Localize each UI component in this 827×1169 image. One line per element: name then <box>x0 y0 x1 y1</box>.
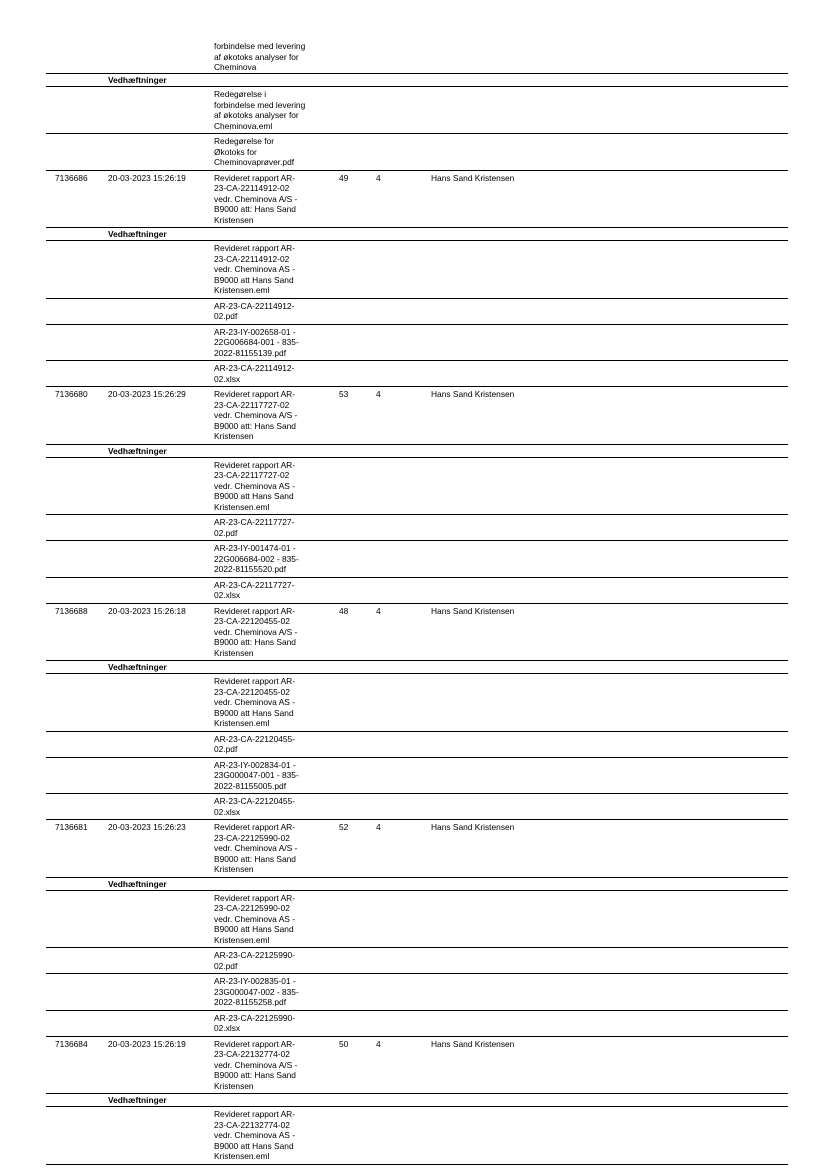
attachment-filename-line: Kristensen.eml <box>214 501 270 512</box>
attachment-filename-line: Redegørelse i <box>214 89 267 99</box>
attachment-filename-line: 02.xlsx <box>214 590 241 600</box>
record-subject-line: B9000 att: Hans Sand <box>214 1070 296 1080</box>
attachment-row <box>46 1011 788 1037</box>
record-subject-line: Revideret rapport AR- <box>214 1038 295 1049</box>
attachment-filename-line: 23-CA-22120455-02 <box>214 686 290 697</box>
record-count-2: 4 <box>376 172 381 183</box>
attachment-filename-line: AR-23-CA-22125990- <box>214 950 296 960</box>
record-subject-line: Revideret rapport AR- <box>214 605 295 616</box>
record-recipient: Hans Sand Kristensen <box>431 605 515 616</box>
record-subject <box>214 1039 297 1092</box>
record-subject-line: vedr. Cheminova A/S - <box>214 193 298 204</box>
attachment-filename-line: 2022-81155005.pdf <box>214 780 287 791</box>
record-subject-line: Kristensen <box>214 1080 254 1091</box>
message-log-table <box>46 0 788 1169</box>
attachment-filename <box>214 1013 295 1034</box>
attachment-filename-line: AR-23-CA-22125990- <box>214 1012 296 1023</box>
record-subject-line: Kristensen <box>214 214 254 225</box>
attachment-filename-line: 23-CA-22114912-02 <box>214 253 290 264</box>
record-recipient: Hans Sand Kristensen <box>431 1038 515 1049</box>
attachment-filename-line: 02.xlsx <box>214 1023 241 1033</box>
attachment-row <box>46 948 788 974</box>
attachment-filename-line: Kristensen.eml <box>214 718 270 728</box>
record-id: 7136681 <box>55 822 88 832</box>
record-id: 7136688 <box>55 605 88 616</box>
record-subject-line: vedr. Cheminova A/S - <box>214 1059 298 1070</box>
record-date: 20-03-2023 15:26:19 <box>108 1038 186 1049</box>
record-id: 7136680 <box>55 389 88 399</box>
attachment-filename-line: af økotoks analyser for <box>214 110 299 120</box>
attachment-filename-line: B9000 att Hans Sand <box>214 491 294 501</box>
record-recipient: Hans Sand Kristensen <box>431 389 515 399</box>
attachment-filename-line: vedr. Cheminova AS - <box>214 913 295 924</box>
record-subject-line: B9000 att: Hans Sand <box>214 853 296 864</box>
record-date: 20-03-2023 15:26:23 <box>108 822 186 832</box>
attachment-filename <box>214 301 294 322</box>
attachment-filename <box>214 1109 295 1162</box>
attachment-filename-line: Cheminova.eml <box>214 120 273 131</box>
attachment-filename-line: AR-23-CA-22120455- <box>214 733 296 744</box>
attachment-row <box>46 541 788 578</box>
attachment-filename <box>214 327 299 359</box>
attachment-filename-line: 23G000047-001 - 835- <box>214 770 299 780</box>
subject-text <box>214 41 305 73</box>
record-subject-line: Kristensen <box>214 431 254 441</box>
attachment-filename-line: Redegørelse for <box>214 136 275 146</box>
attachment-filename-line: Økotoks for <box>214 146 257 157</box>
attachment-filename-line: AR-23-IY-002835-01 - <box>214 976 296 986</box>
attachment-row <box>46 515 788 541</box>
attachment-filename <box>214 243 295 296</box>
attachment-filename-line: AR-23-IY-001474-01 - <box>214 543 296 553</box>
record-subject-line: 23-CA-22125990-02 <box>214 832 290 843</box>
attachment-filename-line: AR-23-CA-22117727- <box>214 517 295 527</box>
record-subject-line: Kristensen <box>214 864 254 874</box>
attachment-filename <box>214 734 295 755</box>
attachment-filename-line: Revideret rapport AR- <box>214 243 295 253</box>
attachment-filename-line: 2022-81155258.pdf <box>214 997 287 1007</box>
attachment-filename <box>214 976 299 1008</box>
record-subject <box>214 389 297 442</box>
attachment-filename-line: AR-23-CA-22114912- <box>214 363 295 373</box>
attachment-filename-line: vedr. Cheminova AS - <box>214 264 295 274</box>
attachment-filename <box>214 136 294 168</box>
attachment-filename-line: 22G006684-002 - 835- <box>214 553 299 564</box>
record-count-2: 4 <box>376 605 381 616</box>
attachment-row <box>46 578 788 604</box>
attachment-filename-line: Kristensen.eml <box>214 1151 270 1161</box>
record-date: 20-03-2023 15:26:18 <box>108 605 186 616</box>
attachment-filename-line: B9000 att Hans Sand <box>214 1140 294 1151</box>
attachment-row <box>46 241 788 299</box>
attachments-header-row <box>46 228 788 241</box>
record-recipient: Hans Sand Kristensen <box>431 172 515 183</box>
record-count-1: 53 <box>339 389 349 399</box>
attachments-label: Vedhæftninger <box>108 662 167 672</box>
attachment-row <box>46 1107 788 1165</box>
attachment-filename-line: B9000 att Hans Sand <box>214 274 294 285</box>
record-subject-line: Revideret rapport AR- <box>214 172 295 183</box>
attachments-header-row <box>46 1094 788 1107</box>
attachment-row <box>46 758 788 795</box>
attachment-filename-line: vedr. Cheminova AS - <box>214 480 295 491</box>
attachment-filename-line: 23-CA-22117727-02 <box>214 470 290 480</box>
attachment-filename-line: 02.xlsx <box>214 373 241 384</box>
attachment-filename-line: AR-23-IY-002658-01 - <box>214 326 296 337</box>
attachment-filename-line: B9000 att Hans Sand <box>214 707 294 718</box>
attachment-filename <box>214 89 305 131</box>
attachments-header-row <box>46 74 788 87</box>
attachment-filename-line: AR-23-CA-22120455- <box>214 796 296 806</box>
attachment-filename-line: 22G006684-001 - 835- <box>214 337 299 347</box>
attachment-filename-line: 23-CA-22125990-02 <box>214 903 290 913</box>
attachment-filename-line: AR-23-CA-22114912- <box>214 300 295 311</box>
record-row <box>46 1037 788 1095</box>
attachment-filename-line: 02.pdf <box>214 527 238 538</box>
attachment-filename <box>214 893 295 946</box>
record-count-2: 4 <box>376 822 381 832</box>
attachment-filename-line: AR-23-IY-002834-01 - <box>214 759 296 770</box>
attachment-row <box>46 87 788 134</box>
attachment-filename <box>214 950 295 971</box>
record-row <box>46 604 788 662</box>
attachments-header-row <box>46 445 788 458</box>
attachment-filename-line: Kristensen.eml <box>214 285 270 295</box>
attachments-label: Vedhæftninger <box>108 878 167 889</box>
record-subject-line: 23-CA-22114912-02 <box>214 183 290 193</box>
attachments-label: Vedhæftninger <box>108 229 167 239</box>
record-count-1: 48 <box>339 605 349 616</box>
attachment-filename-line: Revideret rapport AR- <box>214 1109 295 1119</box>
attachment-filename <box>214 580 294 601</box>
record-row <box>46 387 788 445</box>
record-row <box>46 820 788 878</box>
attachment-filename-line: Kristensen.eml <box>214 934 270 945</box>
record-subject-line: 23-CA-22120455-02 <box>214 616 290 626</box>
attachment-filename <box>214 460 295 513</box>
attachment-filename-line: 23-CA-22132774-02 <box>214 1119 290 1130</box>
attachment-filename-line: B9000 att Hans Sand <box>214 924 294 934</box>
attachment-filename <box>214 363 294 384</box>
attachment-filename-line: 2022-81155139.pdf <box>214 347 287 358</box>
record-recipient: Hans Sand Kristensen <box>431 822 515 832</box>
record-id: 7136684 <box>55 1038 88 1049</box>
attachment-row <box>46 325 788 362</box>
attachment-row <box>46 134 788 171</box>
attachment-row <box>46 794 788 820</box>
attachment-row <box>46 361 788 387</box>
attachments-label: Vedhæftninger <box>108 445 167 456</box>
record-id: 7136686 <box>55 172 88 183</box>
attachment-filename <box>214 796 295 817</box>
record-subject-line: B9000 att: Hans Sand <box>214 420 296 431</box>
record-subject <box>214 173 297 226</box>
record-subject-line: B9000 att: Hans Sand <box>214 204 296 214</box>
attachment-filename-line: forbindelse med levering <box>214 99 306 110</box>
attachment-row <box>46 891 788 949</box>
attachment-filename-line: Cheminovaprøver.pdf <box>214 157 295 167</box>
record-count-2: 4 <box>376 1038 381 1049</box>
attachment-row <box>46 458 788 516</box>
attachment-filename-line: 23G000047-002 - 835- <box>214 986 299 997</box>
attachments-header-row <box>46 661 788 674</box>
record-subject-line: vedr. Cheminova A/S - <box>214 410 298 420</box>
record-subject-line: 23-CA-22132774-02 <box>214 1049 290 1059</box>
attachment-filename-line: Revideret rapport AR- <box>214 459 295 470</box>
attachment-filename-line: 02.pdf <box>214 744 238 754</box>
record-count-1: 49 <box>339 172 349 183</box>
record-count-1: 50 <box>339 1038 349 1049</box>
attachments-label: Vedhæftninger <box>108 1095 167 1105</box>
attachment-filename <box>214 517 294 538</box>
record-subject <box>214 822 297 875</box>
record-date: 20-03-2023 15:26:29 <box>108 389 186 399</box>
attachments-label: Vedhæftninger <box>108 75 167 85</box>
subject-text-line: af økotoks analyser for <box>214 51 299 62</box>
attachment-row <box>46 674 788 732</box>
attachment-filename-line: 2022-81155520.pdf <box>214 564 287 574</box>
attachment-filename <box>214 760 299 792</box>
attachment-row <box>46 299 788 325</box>
record-row <box>46 171 788 229</box>
subject-text-line: forbindelse med levering <box>214 41 306 51</box>
record-subject-line: vedr. Cheminova A/S - <box>214 626 298 637</box>
attachment-filename <box>214 543 299 575</box>
record-subject <box>214 606 297 659</box>
record-count-2: 4 <box>376 389 381 399</box>
record-count-1: 52 <box>339 822 349 832</box>
attachment-filename-line: Revideret rapport AR- <box>214 892 295 903</box>
record-subject-line: 23-CA-22117727-02 <box>214 399 290 410</box>
attachment-filename-line: Revideret rapport AR- <box>214 676 295 686</box>
attachment-filename-line: 02.pdf <box>214 311 238 321</box>
record-subject-line: Revideret rapport AR- <box>214 822 295 832</box>
attachment-filename-line: 02.xlsx <box>214 806 241 817</box>
attachment-row <box>46 974 788 1011</box>
attachments-header-row <box>46 878 788 891</box>
attachment-filename-line: AR-23-CA-22117727- <box>214 579 295 590</box>
record-subject-line: Revideret rapport AR- <box>214 389 295 399</box>
attachment-filename-line: 02.pdf <box>214 960 238 971</box>
attachment-filename-line: vedr. Cheminova AS - <box>214 1130 295 1140</box>
subject-text-line: Cheminova <box>214 62 257 72</box>
attachment-filename-line: vedr. Cheminova AS - <box>214 697 295 707</box>
record-subject-line: Kristensen <box>214 647 254 658</box>
attachment-filename <box>214 676 295 729</box>
attachment-row <box>46 732 788 758</box>
record-date: 20-03-2023 15:26:19 <box>108 172 186 183</box>
record-subject-line: B9000 att: Hans Sand <box>214 637 296 647</box>
record-subject-line: vedr. Cheminova A/S - <box>214 843 298 853</box>
intro-continuation-row <box>46 0 788 74</box>
